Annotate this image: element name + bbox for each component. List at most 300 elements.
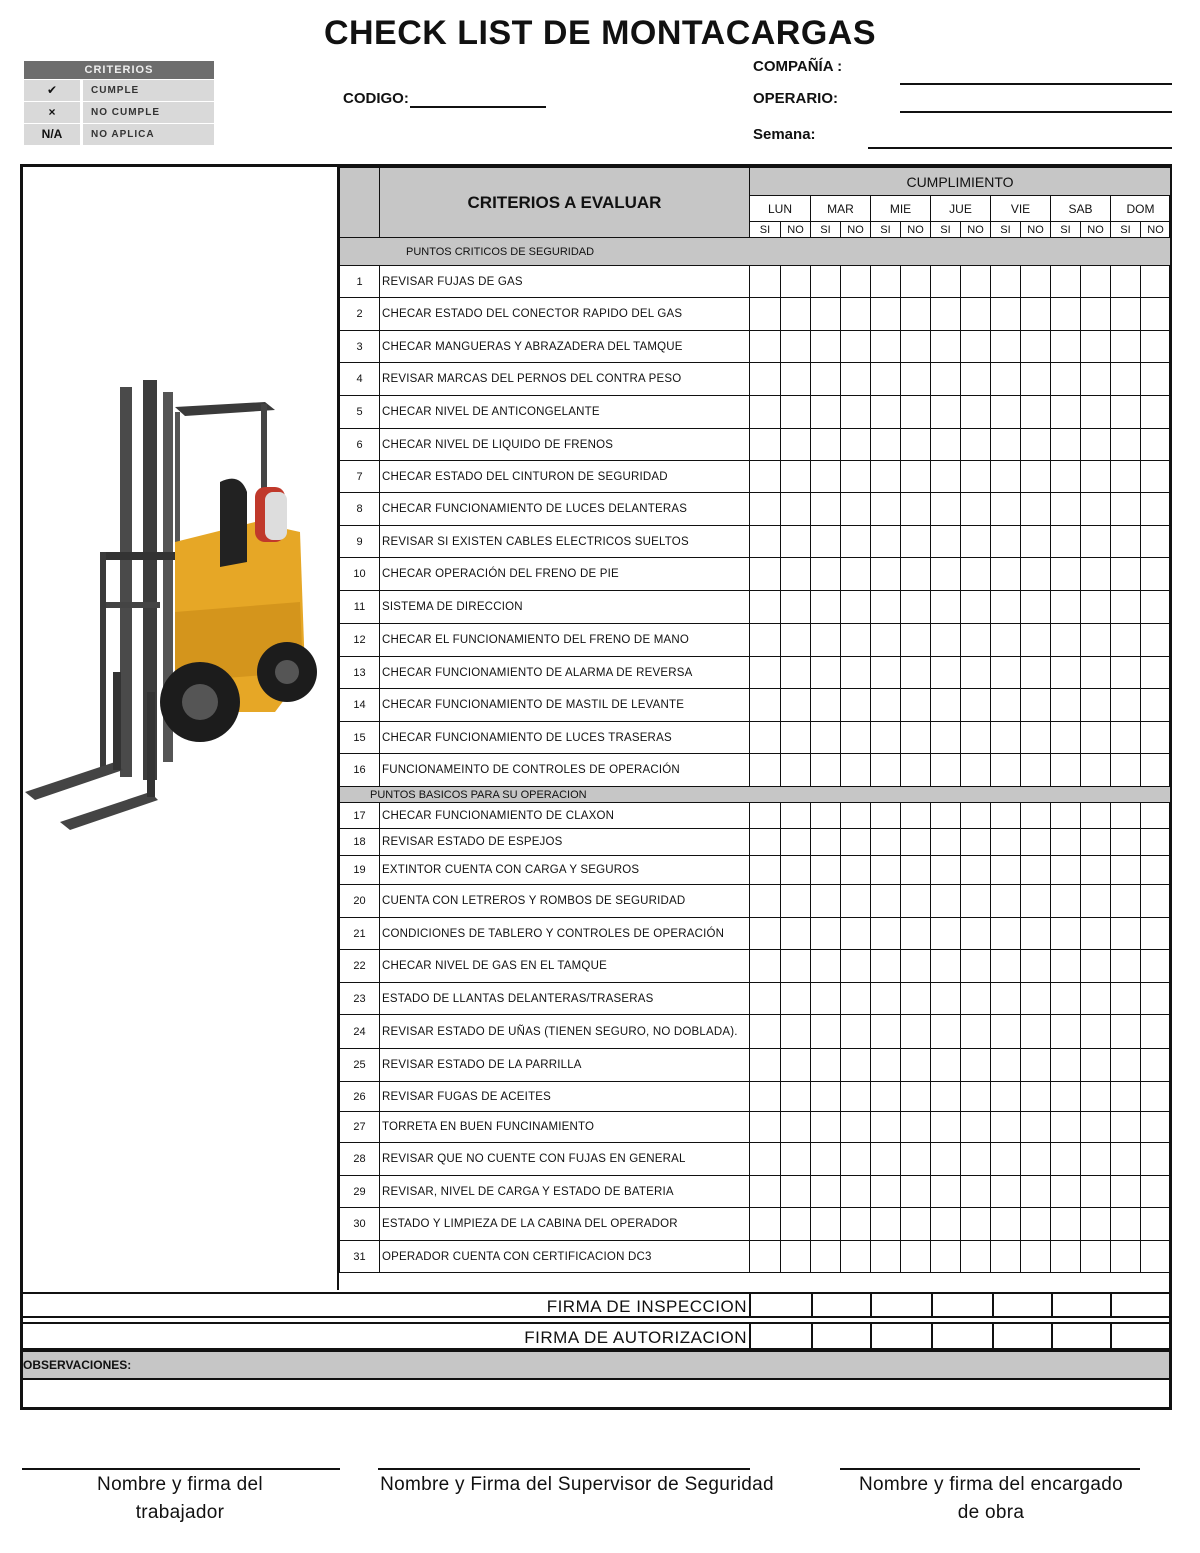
- si-checkbox[interactable]: [750, 1143, 781, 1176]
- si-checkbox[interactable]: [871, 624, 901, 657]
- no-checkbox[interactable]: [961, 1143, 991, 1176]
- si-checkbox[interactable]: [991, 493, 1021, 526]
- no-checkbox[interactable]: [1021, 429, 1051, 461]
- si-checkbox[interactable]: [811, 1049, 841, 1082]
- no-checkbox[interactable]: [781, 950, 811, 983]
- no-checkbox[interactable]: [1021, 298, 1051, 331]
- codigo-field[interactable]: [410, 89, 546, 108]
- no-checkbox[interactable]: [1021, 266, 1051, 298]
- no-checkbox[interactable]: [781, 429, 811, 461]
- no-checkbox[interactable]: [1081, 856, 1111, 885]
- si-checkbox[interactable]: [1051, 1143, 1081, 1176]
- si-checkbox[interactable]: [871, 983, 901, 1015]
- no-checkbox[interactable]: [781, 298, 811, 331]
- no-checkbox[interactable]: [1021, 983, 1051, 1015]
- no-checkbox[interactable]: [781, 493, 811, 526]
- no-checkbox[interactable]: [961, 363, 991, 396]
- no-checkbox[interactable]: [1021, 526, 1051, 558]
- si-checkbox[interactable]: [1111, 429, 1141, 461]
- si-checkbox[interactable]: [750, 266, 781, 298]
- si-checkbox[interactable]: [811, 885, 841, 918]
- si-checkbox[interactable]: [1051, 558, 1081, 591]
- si-checkbox[interactable]: [750, 754, 781, 787]
- si-checkbox[interactable]: [1051, 983, 1081, 1015]
- no-checkbox[interactable]: [901, 1241, 931, 1273]
- si-checkbox[interactable]: [931, 558, 961, 591]
- si-checkbox[interactable]: [871, 461, 901, 493]
- no-checkbox[interactable]: [781, 829, 811, 856]
- si-checkbox[interactable]: [991, 950, 1021, 983]
- si-checkbox[interactable]: [931, 298, 961, 331]
- no-checkbox[interactable]: [1021, 918, 1051, 950]
- si-checkbox[interactable]: [991, 591, 1021, 624]
- si-checkbox[interactable]: [1111, 1176, 1141, 1208]
- no-checkbox[interactable]: [1021, 657, 1051, 689]
- no-checkbox[interactable]: [901, 461, 931, 493]
- no-checkbox[interactable]: [781, 1143, 811, 1176]
- si-checkbox[interactable]: [871, 363, 901, 396]
- si-checkbox[interactable]: [750, 624, 781, 657]
- no-checkbox[interactable]: [901, 1015, 931, 1049]
- si-checkbox[interactable]: [871, 558, 901, 591]
- si-checkbox[interactable]: [811, 396, 841, 429]
- no-checkbox[interactable]: [1141, 624, 1171, 657]
- no-checkbox[interactable]: [1021, 558, 1051, 591]
- no-checkbox[interactable]: [781, 754, 811, 787]
- si-checkbox[interactable]: [991, 1112, 1021, 1143]
- no-checkbox[interactable]: [781, 1176, 811, 1208]
- no-checkbox[interactable]: [1141, 950, 1171, 983]
- si-checkbox[interactable]: [1111, 526, 1141, 558]
- no-checkbox[interactable]: [901, 266, 931, 298]
- si-checkbox[interactable]: [811, 803, 841, 829]
- no-checkbox[interactable]: [1081, 918, 1111, 950]
- si-checkbox[interactable]: [750, 722, 781, 754]
- no-checkbox[interactable]: [1021, 754, 1051, 787]
- no-checkbox[interactable]: [1141, 1112, 1171, 1143]
- no-checkbox[interactable]: [841, 803, 871, 829]
- no-checkbox[interactable]: [841, 266, 871, 298]
- si-checkbox[interactable]: [991, 1049, 1021, 1082]
- si-checkbox[interactable]: [991, 363, 1021, 396]
- si-checkbox[interactable]: [931, 689, 961, 722]
- no-checkbox[interactable]: [1081, 1082, 1111, 1112]
- si-checkbox[interactable]: [1051, 657, 1081, 689]
- no-checkbox[interactable]: [1141, 331, 1171, 363]
- si-checkbox[interactable]: [931, 1049, 961, 1082]
- si-checkbox[interactable]: [1051, 298, 1081, 331]
- no-checkbox[interactable]: [781, 558, 811, 591]
- si-checkbox[interactable]: [991, 754, 1021, 787]
- no-checkbox[interactable]: [901, 657, 931, 689]
- si-checkbox[interactable]: [811, 526, 841, 558]
- si-checkbox[interactable]: [1111, 331, 1141, 363]
- no-checkbox[interactable]: [901, 396, 931, 429]
- firma-day-cell[interactable]: [811, 1294, 870, 1316]
- si-checkbox[interactable]: [871, 429, 901, 461]
- si-checkbox[interactable]: [871, 918, 901, 950]
- si-checkbox[interactable]: [750, 1049, 781, 1082]
- no-checkbox[interactable]: [1021, 1112, 1051, 1143]
- si-checkbox[interactable]: [750, 1176, 781, 1208]
- si-checkbox[interactable]: [1111, 1015, 1141, 1049]
- no-checkbox[interactable]: [1021, 689, 1051, 722]
- si-checkbox[interactable]: [1111, 1143, 1141, 1176]
- si-checkbox[interactable]: [931, 885, 961, 918]
- si-checkbox[interactable]: [1111, 1082, 1141, 1112]
- si-checkbox[interactable]: [1111, 396, 1141, 429]
- si-checkbox[interactable]: [871, 1241, 901, 1273]
- si-checkbox[interactable]: [1051, 396, 1081, 429]
- no-checkbox[interactable]: [901, 1176, 931, 1208]
- si-checkbox[interactable]: [1051, 1112, 1081, 1143]
- no-checkbox[interactable]: [961, 1049, 991, 1082]
- si-checkbox[interactable]: [931, 1015, 961, 1049]
- si-checkbox[interactable]: [991, 722, 1021, 754]
- no-checkbox[interactable]: [1081, 983, 1111, 1015]
- si-checkbox[interactable]: [931, 918, 961, 950]
- no-checkbox[interactable]: [901, 331, 931, 363]
- si-checkbox[interactable]: [991, 885, 1021, 918]
- no-checkbox[interactable]: [901, 493, 931, 526]
- si-checkbox[interactable]: [1111, 363, 1141, 396]
- si-checkbox[interactable]: [931, 429, 961, 461]
- no-checkbox[interactable]: [1021, 1143, 1051, 1176]
- si-checkbox[interactable]: [931, 1208, 961, 1241]
- si-checkbox[interactable]: [750, 1208, 781, 1241]
- observaciones-field[interactable]: [23, 1380, 1169, 1407]
- si-checkbox[interactable]: [750, 983, 781, 1015]
- si-checkbox[interactable]: [931, 526, 961, 558]
- si-checkbox[interactable]: [811, 266, 841, 298]
- no-checkbox[interactable]: [841, 493, 871, 526]
- no-checkbox[interactable]: [841, 1143, 871, 1176]
- no-checkbox[interactable]: [1141, 885, 1171, 918]
- no-checkbox[interactable]: [1021, 624, 1051, 657]
- no-checkbox[interactable]: [1081, 266, 1111, 298]
- si-checkbox[interactable]: [991, 461, 1021, 493]
- si-checkbox[interactable]: [871, 396, 901, 429]
- si-checkbox[interactable]: [1051, 624, 1081, 657]
- no-checkbox[interactable]: [1141, 558, 1171, 591]
- firma-day-cell[interactable]: [870, 1294, 931, 1316]
- si-checkbox[interactable]: [1051, 1082, 1081, 1112]
- si-checkbox[interactable]: [871, 829, 901, 856]
- no-checkbox[interactable]: [961, 1208, 991, 1241]
- no-checkbox[interactable]: [1141, 918, 1171, 950]
- si-checkbox[interactable]: [1051, 689, 1081, 722]
- si-checkbox[interactable]: [1111, 885, 1141, 918]
- no-checkbox[interactable]: [1141, 363, 1171, 396]
- si-checkbox[interactable]: [991, 829, 1021, 856]
- no-checkbox[interactable]: [1021, 885, 1051, 918]
- si-checkbox[interactable]: [871, 266, 901, 298]
- firma-day-cell[interactable]: [931, 1324, 992, 1348]
- si-checkbox[interactable]: [811, 1241, 841, 1273]
- no-checkbox[interactable]: [961, 558, 991, 591]
- si-checkbox[interactable]: [811, 363, 841, 396]
- si-checkbox[interactable]: [871, 885, 901, 918]
- no-checkbox[interactable]: [901, 950, 931, 983]
- no-checkbox[interactable]: [781, 591, 811, 624]
- no-checkbox[interactable]: [901, 363, 931, 396]
- no-checkbox[interactable]: [961, 657, 991, 689]
- si-checkbox[interactable]: [1111, 856, 1141, 885]
- si-checkbox[interactable]: [1051, 526, 1081, 558]
- no-checkbox[interactable]: [1081, 363, 1111, 396]
- si-checkbox[interactable]: [931, 624, 961, 657]
- no-checkbox[interactable]: [961, 950, 991, 983]
- no-checkbox[interactable]: [901, 918, 931, 950]
- no-checkbox[interactable]: [1021, 829, 1051, 856]
- si-checkbox[interactable]: [750, 1241, 781, 1273]
- no-checkbox[interactable]: [781, 363, 811, 396]
- si-checkbox[interactable]: [931, 803, 961, 829]
- no-checkbox[interactable]: [1021, 396, 1051, 429]
- firma-day-cell[interactable]: [870, 1324, 931, 1348]
- si-checkbox[interactable]: [1051, 803, 1081, 829]
- si-checkbox[interactable]: [811, 493, 841, 526]
- no-checkbox[interactable]: [841, 1176, 871, 1208]
- si-checkbox[interactable]: [1111, 266, 1141, 298]
- si-checkbox[interactable]: [931, 1143, 961, 1176]
- si-checkbox[interactable]: [1051, 1176, 1081, 1208]
- no-checkbox[interactable]: [1081, 298, 1111, 331]
- si-checkbox[interactable]: [1111, 803, 1141, 829]
- si-checkbox[interactable]: [1111, 461, 1141, 493]
- si-checkbox[interactable]: [1051, 722, 1081, 754]
- no-checkbox[interactable]: [1141, 1176, 1171, 1208]
- si-checkbox[interactable]: [750, 298, 781, 331]
- si-checkbox[interactable]: [931, 396, 961, 429]
- si-checkbox[interactable]: [750, 856, 781, 885]
- no-checkbox[interactable]: [1021, 722, 1051, 754]
- si-checkbox[interactable]: [1111, 950, 1141, 983]
- si-checkbox[interactable]: [871, 493, 901, 526]
- no-checkbox[interactable]: [781, 396, 811, 429]
- no-checkbox[interactable]: [841, 1082, 871, 1112]
- no-checkbox[interactable]: [841, 754, 871, 787]
- no-checkbox[interactable]: [901, 856, 931, 885]
- no-checkbox[interactable]: [961, 624, 991, 657]
- si-checkbox[interactable]: [931, 363, 961, 396]
- no-checkbox[interactable]: [1141, 856, 1171, 885]
- no-checkbox[interactable]: [841, 558, 871, 591]
- no-checkbox[interactable]: [841, 983, 871, 1015]
- no-checkbox[interactable]: [901, 558, 931, 591]
- si-checkbox[interactable]: [931, 983, 961, 1015]
- no-checkbox[interactable]: [901, 624, 931, 657]
- no-checkbox[interactable]: [1081, 803, 1111, 829]
- si-checkbox[interactable]: [811, 429, 841, 461]
- no-checkbox[interactable]: [901, 526, 931, 558]
- no-checkbox[interactable]: [841, 885, 871, 918]
- no-checkbox[interactable]: [841, 429, 871, 461]
- no-checkbox[interactable]: [961, 591, 991, 624]
- no-checkbox[interactable]: [901, 1112, 931, 1143]
- si-checkbox[interactable]: [991, 1015, 1021, 1049]
- no-checkbox[interactable]: [961, 1176, 991, 1208]
- no-checkbox[interactable]: [1081, 493, 1111, 526]
- no-checkbox[interactable]: [841, 363, 871, 396]
- firma-day-cell[interactable]: [1110, 1294, 1169, 1316]
- si-checkbox[interactable]: [811, 754, 841, 787]
- si-checkbox[interactable]: [811, 689, 841, 722]
- no-checkbox[interactable]: [841, 856, 871, 885]
- no-checkbox[interactable]: [1081, 722, 1111, 754]
- no-checkbox[interactable]: [1141, 1015, 1171, 1049]
- no-checkbox[interactable]: [1021, 1015, 1051, 1049]
- no-checkbox[interactable]: [901, 591, 931, 624]
- si-checkbox[interactable]: [811, 722, 841, 754]
- si-checkbox[interactable]: [811, 918, 841, 950]
- si-checkbox[interactable]: [750, 396, 781, 429]
- si-checkbox[interactable]: [1051, 591, 1081, 624]
- si-checkbox[interactable]: [931, 331, 961, 363]
- si-checkbox[interactable]: [1111, 1241, 1141, 1273]
- no-checkbox[interactable]: [781, 856, 811, 885]
- no-checkbox[interactable]: [781, 803, 811, 829]
- no-checkbox[interactable]: [901, 1082, 931, 1112]
- no-checkbox[interactable]: [961, 1082, 991, 1112]
- si-checkbox[interactable]: [871, 1049, 901, 1082]
- si-checkbox[interactable]: [1111, 918, 1141, 950]
- no-checkbox[interactable]: [1021, 363, 1051, 396]
- si-checkbox[interactable]: [871, 298, 901, 331]
- no-checkbox[interactable]: [841, 950, 871, 983]
- si-checkbox[interactable]: [931, 493, 961, 526]
- no-checkbox[interactable]: [841, 526, 871, 558]
- no-checkbox[interactable]: [781, 689, 811, 722]
- no-checkbox[interactable]: [1081, 1176, 1111, 1208]
- si-checkbox[interactable]: [931, 461, 961, 493]
- si-checkbox[interactable]: [811, 1143, 841, 1176]
- no-checkbox[interactable]: [901, 803, 931, 829]
- si-checkbox[interactable]: [871, 856, 901, 885]
- no-checkbox[interactable]: [1081, 429, 1111, 461]
- si-checkbox[interactable]: [871, 1143, 901, 1176]
- si-checkbox[interactable]: [1051, 950, 1081, 983]
- si-checkbox[interactable]: [811, 829, 841, 856]
- no-checkbox[interactable]: [781, 1082, 811, 1112]
- no-checkbox[interactable]: [1021, 1241, 1051, 1273]
- no-checkbox[interactable]: [961, 722, 991, 754]
- si-checkbox[interactable]: [750, 885, 781, 918]
- si-checkbox[interactable]: [811, 558, 841, 591]
- no-checkbox[interactable]: [961, 754, 991, 787]
- si-checkbox[interactable]: [1051, 493, 1081, 526]
- no-checkbox[interactable]: [1081, 689, 1111, 722]
- si-checkbox[interactable]: [991, 624, 1021, 657]
- no-checkbox[interactable]: [1141, 803, 1171, 829]
- no-checkbox[interactable]: [1021, 1176, 1051, 1208]
- si-checkbox[interactable]: [931, 856, 961, 885]
- si-checkbox[interactable]: [1051, 885, 1081, 918]
- no-checkbox[interactable]: [1021, 1208, 1051, 1241]
- no-checkbox[interactable]: [1141, 1082, 1171, 1112]
- no-checkbox[interactable]: [901, 885, 931, 918]
- no-checkbox[interactable]: [781, 722, 811, 754]
- no-checkbox[interactable]: [1141, 461, 1171, 493]
- no-checkbox[interactable]: [1081, 558, 1111, 591]
- si-checkbox[interactable]: [991, 1143, 1021, 1176]
- si-checkbox[interactable]: [811, 856, 841, 885]
- si-checkbox[interactable]: [931, 1082, 961, 1112]
- firma-day-cell[interactable]: [749, 1324, 811, 1348]
- no-checkbox[interactable]: [1081, 624, 1111, 657]
- si-checkbox[interactable]: [1051, 1208, 1081, 1241]
- no-checkbox[interactable]: [901, 689, 931, 722]
- no-checkbox[interactable]: [1141, 396, 1171, 429]
- no-checkbox[interactable]: [1021, 493, 1051, 526]
- si-checkbox[interactable]: [871, 722, 901, 754]
- si-checkbox[interactable]: [811, 983, 841, 1015]
- no-checkbox[interactable]: [841, 689, 871, 722]
- si-checkbox[interactable]: [871, 1082, 901, 1112]
- firma-day-cell[interactable]: [992, 1324, 1051, 1348]
- no-checkbox[interactable]: [781, 1112, 811, 1143]
- si-checkbox[interactable]: [750, 1082, 781, 1112]
- no-checkbox[interactable]: [961, 1015, 991, 1049]
- si-checkbox[interactable]: [991, 1208, 1021, 1241]
- firma-day-cell[interactable]: [931, 1294, 992, 1316]
- si-checkbox[interactable]: [750, 918, 781, 950]
- no-checkbox[interactable]: [841, 461, 871, 493]
- si-checkbox[interactable]: [750, 526, 781, 558]
- no-checkbox[interactable]: [841, 396, 871, 429]
- si-checkbox[interactable]: [991, 856, 1021, 885]
- si-checkbox[interactable]: [931, 722, 961, 754]
- no-checkbox[interactable]: [1081, 1208, 1111, 1241]
- si-checkbox[interactable]: [1051, 429, 1081, 461]
- si-checkbox[interactable]: [1111, 298, 1141, 331]
- firma-day-cell[interactable]: [1051, 1324, 1110, 1348]
- no-checkbox[interactable]: [961, 461, 991, 493]
- si-checkbox[interactable]: [991, 1241, 1021, 1273]
- si-checkbox[interactable]: [750, 803, 781, 829]
- no-checkbox[interactable]: [1081, 657, 1111, 689]
- si-checkbox[interactable]: [871, 689, 901, 722]
- si-checkbox[interactable]: [1051, 856, 1081, 885]
- no-checkbox[interactable]: [1141, 1208, 1171, 1241]
- no-checkbox[interactable]: [961, 298, 991, 331]
- no-checkbox[interactable]: [1141, 722, 1171, 754]
- no-checkbox[interactable]: [781, 526, 811, 558]
- si-checkbox[interactable]: [750, 363, 781, 396]
- no-checkbox[interactable]: [1141, 1143, 1171, 1176]
- si-checkbox[interactable]: [871, 657, 901, 689]
- no-checkbox[interactable]: [1141, 1241, 1171, 1273]
- no-checkbox[interactable]: [961, 493, 991, 526]
- si-checkbox[interactable]: [1111, 1049, 1141, 1082]
- si-checkbox[interactable]: [931, 1241, 961, 1273]
- no-checkbox[interactable]: [901, 983, 931, 1015]
- si-checkbox[interactable]: [1111, 591, 1141, 624]
- no-checkbox[interactable]: [841, 829, 871, 856]
- no-checkbox[interactable]: [1021, 461, 1051, 493]
- firma-day-cell[interactable]: [1110, 1324, 1169, 1348]
- si-checkbox[interactable]: [1111, 754, 1141, 787]
- si-checkbox[interactable]: [931, 1112, 961, 1143]
- si-checkbox[interactable]: [871, 1112, 901, 1143]
- si-checkbox[interactable]: [1051, 1015, 1081, 1049]
- si-checkbox[interactable]: [1111, 829, 1141, 856]
- si-checkbox[interactable]: [811, 461, 841, 493]
- operario-field[interactable]: [900, 98, 1172, 113]
- no-checkbox[interactable]: [841, 1241, 871, 1273]
- semana-field[interactable]: [868, 134, 1172, 149]
- no-checkbox[interactable]: [1141, 754, 1171, 787]
